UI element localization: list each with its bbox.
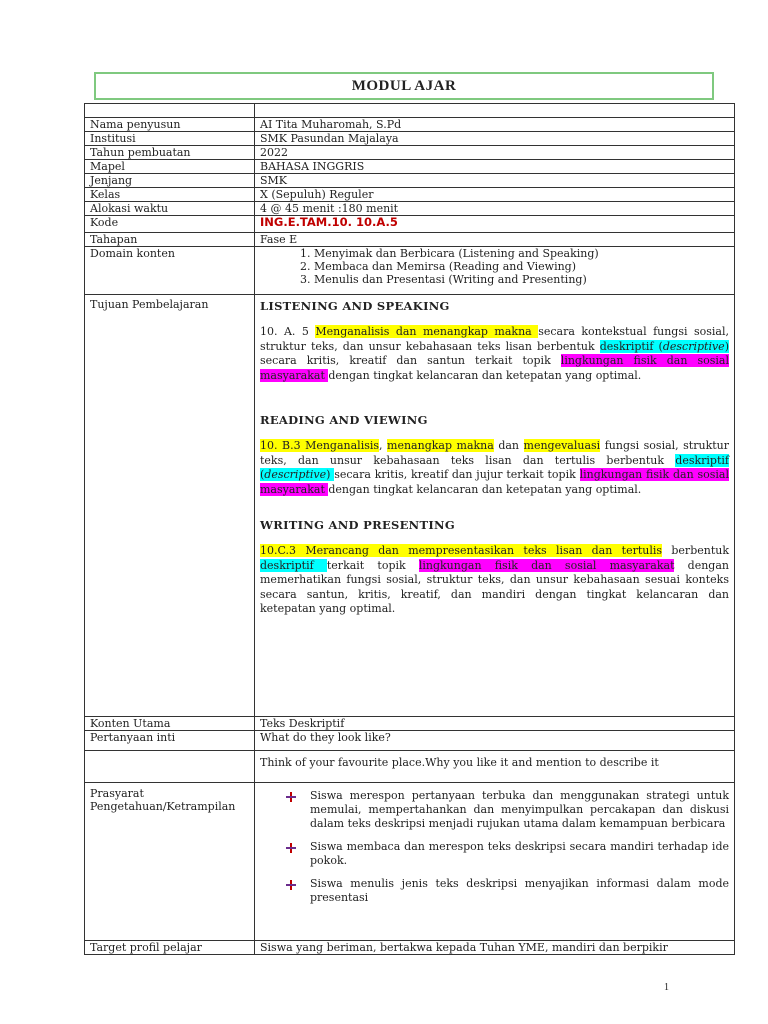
highlight: menangkap makna bbox=[387, 439, 494, 452]
text: deskriptif ( bbox=[599, 339, 663, 353]
value-tahapan: Fase E bbox=[255, 233, 735, 247]
text: deskriptif ( bbox=[260, 453, 729, 481]
text: secara kontekstual fungsi sosial, struktur teks, dan unsur kebahasaan teks lisan berbentuk bbox=[260, 325, 729, 353]
heading-reading: READING AND VIEWING bbox=[260, 413, 428, 427]
prasyarat-list bbox=[260, 789, 729, 905]
text: descriptive bbox=[264, 468, 327, 481]
value-jenjang: SMK bbox=[255, 174, 735, 188]
text: secara kritis, kreatif dan jujur terkait topik bbox=[334, 468, 580, 481]
table-row bbox=[85, 295, 735, 717]
text: Siswa membaca dan merespon teks deskripsi secara mandiri terhadap ide pokok. bbox=[310, 840, 729, 867]
label-domain: Domain konten bbox=[85, 247, 255, 295]
text: terkait topik bbox=[326, 558, 419, 572]
table-row bbox=[85, 731, 735, 751]
value-target: Siswa yang beriman, bertakwa kepada Tuhan YME, mandiri dan berpikir bbox=[255, 941, 735, 955]
value-alokasi: 4 @ 45 menit :180 menit bbox=[255, 202, 735, 216]
paragraph-writing bbox=[260, 544, 729, 617]
domain-list bbox=[260, 247, 729, 286]
highlight: Menganalisis dan menangkap makna bbox=[315, 325, 539, 338]
text: Siswa menulis jenis teks deskripsi menyajikan informasi dalam mode presentasi bbox=[310, 877, 729, 904]
list-item bbox=[280, 840, 729, 868]
value-pertanyaan: What do they look like? bbox=[255, 731, 735, 751]
list-item bbox=[280, 789, 729, 831]
label-institusi: Institusi bbox=[85, 132, 255, 146]
label-tahun: Tahun pembuatan bbox=[85, 146, 255, 160]
table-row bbox=[85, 118, 735, 132]
text: dengan tingkat kelancaran dan ketepatan yang optimal. bbox=[328, 482, 642, 496]
cross-bullet-icon bbox=[286, 880, 296, 890]
label-pertanyaan: Pertanyaan inti bbox=[85, 731, 255, 751]
value-tahun: 2022 bbox=[255, 146, 735, 160]
value-kode: ING.E.TAM.10. 10.A.5 bbox=[260, 215, 398, 229]
highlight: lingkungan fisik dan sosial masyarakat bbox=[260, 468, 729, 496]
text: 10. A. 5 bbox=[260, 325, 316, 338]
table-row bbox=[85, 751, 735, 783]
table-row bbox=[85, 717, 735, 731]
highlight: mengevaluasi bbox=[523, 439, 601, 452]
highlight: deskriptif bbox=[260, 558, 327, 572]
text: ) bbox=[724, 339, 729, 353]
table-row bbox=[85, 216, 735, 233]
table-row bbox=[85, 188, 735, 202]
value-kelas: X (Sepuluh) Reguler bbox=[255, 188, 735, 202]
paragraph-reading bbox=[260, 439, 729, 497]
page-number: 1 bbox=[664, 982, 669, 993]
list-item bbox=[280, 877, 729, 905]
table-row bbox=[85, 941, 735, 955]
label-tahapan: Tahapan bbox=[85, 233, 255, 247]
paragraph-listening bbox=[260, 325, 729, 383]
highlight: 10.C.3 Merancang dan mempresentasikan teks lisan dan tertulis bbox=[260, 544, 663, 557]
text: dengan memerhatikan fungsi sosial, struktur teks, dan unsur kebahasaan sesuai konteks secara santun, kritis, kreatif, dan mandiri dengan tingkat kelancaran dan ketepatan yang optimal. bbox=[260, 558, 729, 615]
table-row bbox=[85, 233, 735, 247]
table-row bbox=[85, 104, 735, 118]
label-nama-penyusun: Nama penyusun bbox=[85, 118, 255, 132]
cross-bullet-icon bbox=[286, 843, 296, 853]
label-kelas: Kelas bbox=[85, 188, 255, 202]
value-nama-penyusun: AI Tita Muharomah, S.Pd bbox=[255, 118, 735, 132]
highlight bbox=[600, 340, 729, 353]
text: dan bbox=[493, 439, 524, 452]
module-table bbox=[84, 103, 735, 955]
cross-bullet-icon bbox=[286, 792, 296, 802]
label-tujuan: Tujuan Pembelajaran bbox=[85, 295, 255, 717]
text: dengan tingkat kelancaran dan ketepatan yang optimal. bbox=[328, 368, 642, 382]
table-row bbox=[85, 146, 735, 160]
text: berbentuk bbox=[662, 544, 729, 557]
table-row bbox=[85, 202, 735, 216]
highlight: lingkungan fisik dan sosial masyarakat bbox=[260, 354, 730, 382]
text: secara kritis, kreatif dan santun terkait topik bbox=[260, 354, 561, 367]
heading-listening: LISTENING AND SPEAKING bbox=[260, 299, 450, 313]
label-mapel: Mapel bbox=[85, 160, 255, 174]
value-mapel: BAHASA INGGRIS bbox=[255, 160, 735, 174]
label-kode: Kode bbox=[85, 216, 255, 233]
value-konten-utama: Teks Deskriptif bbox=[255, 717, 735, 731]
label-konten-utama: Konten Utama bbox=[85, 717, 255, 731]
label-pengetahuan: Pengetahuan/Ketrampilan bbox=[90, 800, 236, 813]
highlight: 10. B.3 Menganalisis bbox=[260, 439, 380, 452]
list-item: 3. Menulis dan Presentasi (Writing and Presenting) bbox=[314, 273, 729, 286]
table-row bbox=[85, 132, 735, 146]
table-row bbox=[85, 247, 735, 295]
text: Siswa merespon pertanyaan terbuka dan menggunakan strategi untuk memulai, mempertahankan dan menyimpulkan percakapan dan diskusi dalam teks deskripsi menjadi rujukan utama dalam kemampuan berbicara bbox=[310, 789, 729, 830]
table-row bbox=[85, 174, 735, 188]
list-item: 1. Menyimak dan Berbicara (Listening and Speaking) bbox=[314, 247, 729, 260]
table-row bbox=[85, 783, 735, 941]
list-item: 2. Membaca dan Memirsa (Reading and Viewing) bbox=[314, 260, 729, 273]
highlight: lingkungan fisik dan sosial masyarakat bbox=[418, 558, 675, 572]
text: ) bbox=[326, 468, 335, 481]
heading-writing: WRITING AND PRESENTING bbox=[260, 518, 455, 532]
document-title: MODUL AJAR bbox=[94, 72, 714, 100]
value-institusi: SMK Pasundan Majalaya bbox=[255, 132, 735, 146]
text: , bbox=[379, 439, 388, 452]
label-jenjang: Jenjang bbox=[85, 174, 255, 188]
table-row bbox=[85, 160, 735, 174]
label-prasyarat: Prasyarat bbox=[90, 787, 144, 800]
think-prompt: Think of your favourite place.Why you like it and mention to describe it bbox=[260, 756, 659, 769]
label-target: Target profil pelajar bbox=[85, 941, 255, 955]
text: fungsi sosial, struktur teks, dan unsur kebahasaan teks lisan dan tertulis berbentuk bbox=[260, 439, 729, 467]
text: descriptive bbox=[662, 339, 725, 353]
label-alokasi: Alokasi waktu bbox=[85, 202, 255, 216]
